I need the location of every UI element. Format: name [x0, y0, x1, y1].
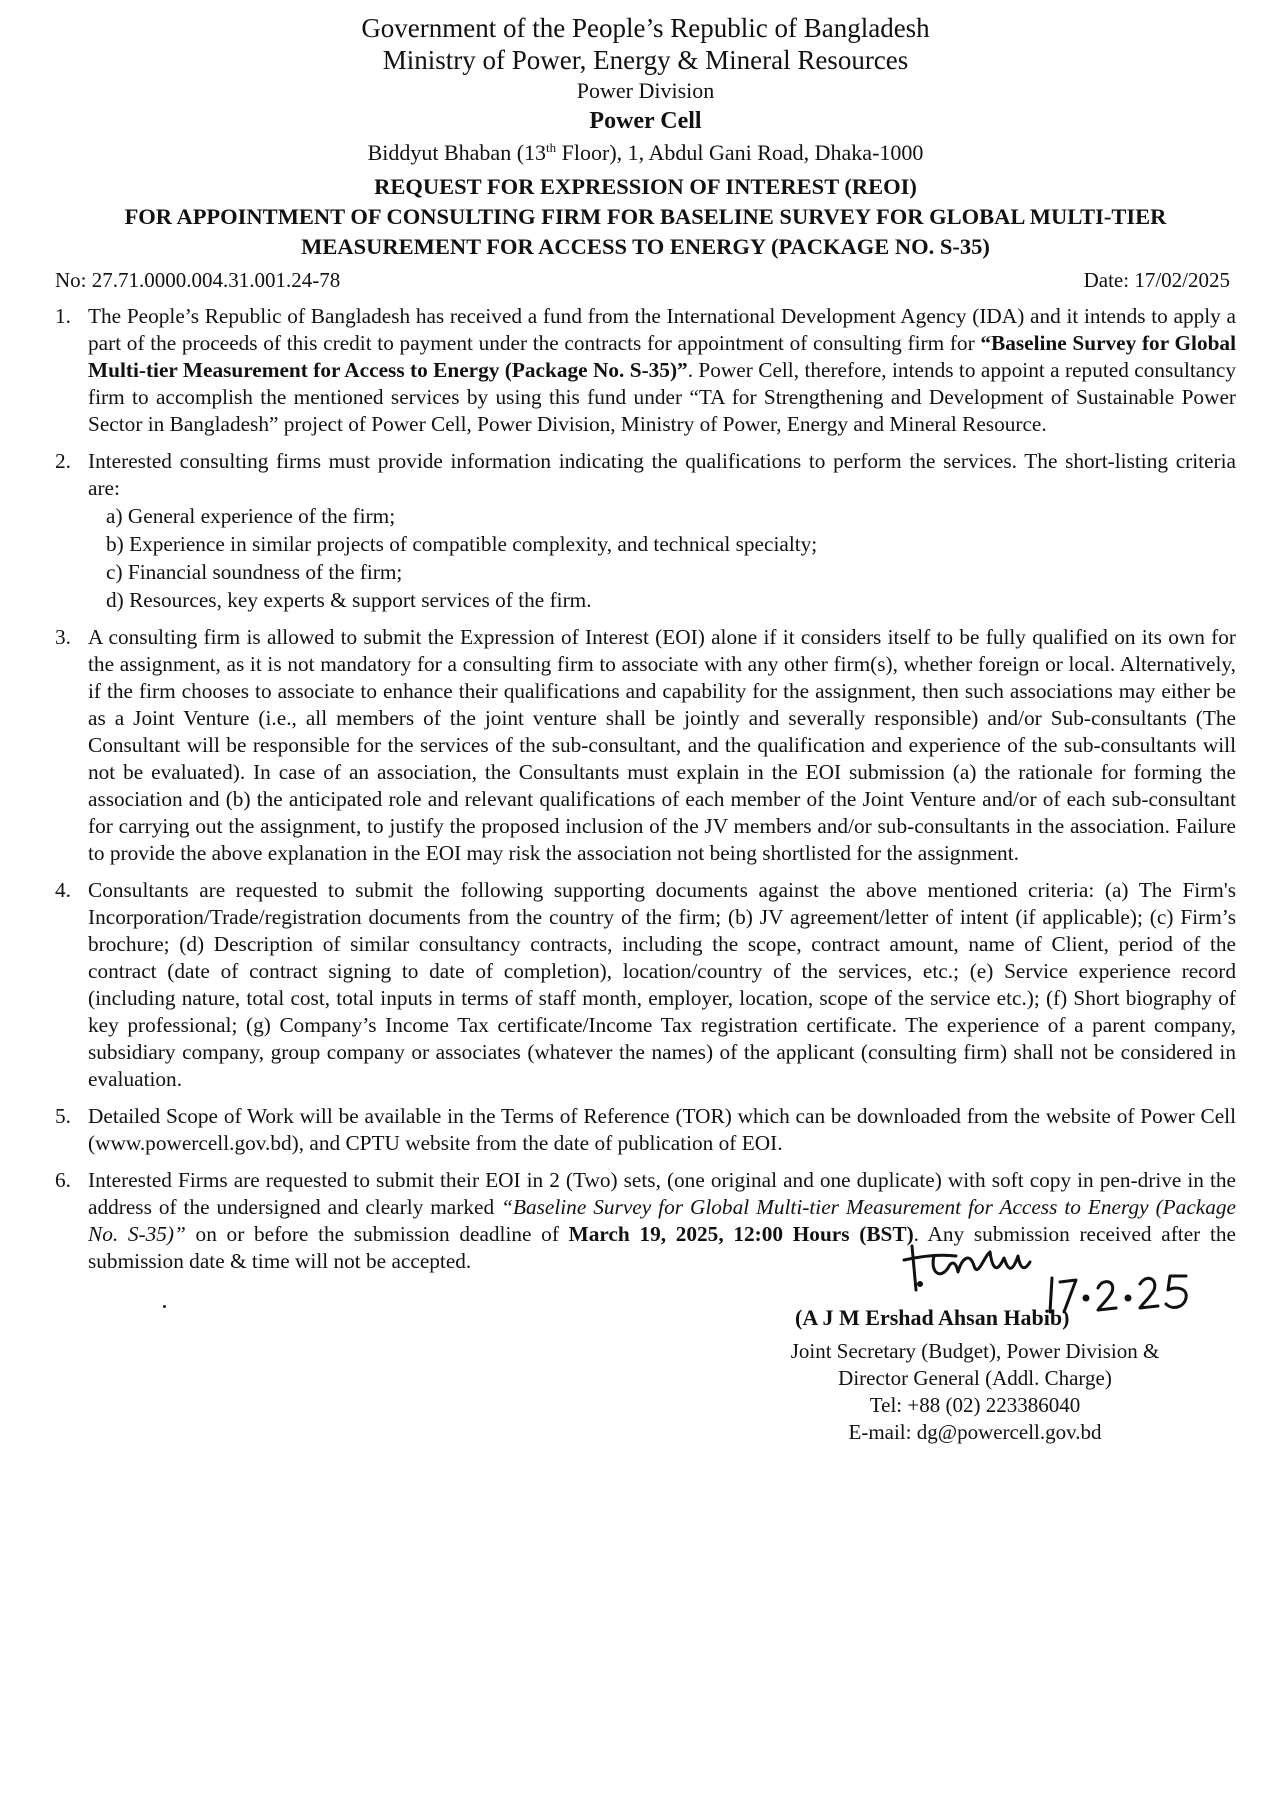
criteria-item: a) General experience of the firm; [106, 504, 396, 528]
clause-text: A consulting firm is allowed to submit the Expression of Interest (EOI) alone if it considers itself to be fully qualified on its own for the assignment, as it is not mandatory for a consulting firm to associate with any other firm(s), whether foreign or local. Alternatively, if the firm chooses to associate to enhance their qualifications and capability for the assignment, then such associations may either be as a Joint Venture (i.e., all members of the joint venture shall be jointly and severally responsible) and/or Sub-consultants (The Consultant will be responsible for the services of the sub-consultant, and the qualification and experience of the sub-consultants will not be evaluated). In case of an association, the Consultants must explain in the EOI submission (a) the rationale for forming the association and (b) the anticipated role and relevant qualifications of each member of the Joint Venture and/or of each sub-consultant for carrying out the assignment, to justify the proposed inclusion of the JV members and/or sub-consultants in the association. Failure to provide the above explanation in the EOI may risk the association not being shortlisted for the assignment. [88, 625, 1236, 865]
clause-text: Interested Firms are requested to submit their EOI in 2 (Two) sets, (one original and one duplicate) with soft copy in pen-drive in the address of the undersigned and clearly marked [88, 1168, 1236, 1219]
notice-clauses [55, 303, 1236, 1275]
signatory-email: E-mail: dg@powercell.gov.bd [848, 1420, 1102, 1444]
clause-text-cont: . Power Cell, therefore, intends to appoint a reputed consultancy firm to accomplish the mentioned services by using this fund under “TA for Strengthening and Development of Sustainable Power Sector in Bangladesh” project of Power Cell, Power Division, Ministry of Power, Energy and Mineral Resource. [88, 358, 1236, 436]
signatory-phone: Tel: +88 (02) 223386040 [869, 1393, 1081, 1417]
clause-number: 5. [55, 1104, 71, 1128]
package-name-italic: “Baseline Survey for Global Multi-tier Measurement for Access to Energy (Package No. S-35)” [88, 1195, 1236, 1246]
office-name: Power Cell [589, 108, 702, 134]
address-part-1: Biddyut Bhaban (13 [367, 140, 547, 165]
date-dot [1084, 1296, 1088, 1300]
signatory-designation: Joint Secretary (Budget), Power Division & [790, 1339, 1160, 1363]
clause-number: 1. [55, 304, 71, 328]
signature-dot [919, 1283, 922, 1286]
memo-date: Date: 17/02/2025 [1083, 268, 1230, 292]
signature-stroke [912, 1246, 916, 1290]
package-name: “Baseline Survey for Global Multi-tier Measurement for Access to Energy (Package No. S-35)” [88, 331, 1236, 382]
letterhead [55, 12, 1236, 170]
criteria-item: b) Experience in similar projects of compatible complexity, and technical specialty; [106, 532, 818, 556]
signatory-name: (A J M Ershad Ahsan Habib) [795, 1305, 1070, 1330]
clause-5 [55, 1103, 1236, 1157]
title-line-1: REQUEST FOR EXPRESSION OF INTEREST (REOI) [374, 174, 917, 199]
signatory-details [740, 1338, 1210, 1446]
ministry-name: Ministry of Power, Energy & Mineral Resources [382, 45, 909, 75]
govt-name: Government of the People’s Republic of Bangladesh [361, 13, 930, 43]
criteria-list [88, 502, 1236, 614]
signatory-designation-2: Director General (Addl. Charge) [838, 1366, 1112, 1390]
address-superscript: th [546, 140, 557, 155]
criteria-item: d) Resources, key experts & support services of the firm. [106, 588, 592, 612]
title-line-2: FOR APPOINTMENT OF CONSULTING FIRM FOR BASELINE SURVEY FOR GLOBAL MULTI-TIER [124, 204, 1167, 229]
title-line-3: MEASUREMENT FOR ACCESS TO ENERGY (PACKAGE NO. S-35) [301, 234, 990, 259]
clause-number: 6. [55, 1168, 71, 1192]
date-dot [1126, 1296, 1130, 1300]
reference-row [55, 265, 1236, 295]
clause-text: Consultants are requested to submit the following supporting documents against the above mentioned criteria: (a) The Firm's Incorporation/Trade/registration documents from the country of the firm; (b) JV agreement/letter of intent (if applicable); (c) Firm’s brochure; (d) Description of similar consultancy contracts, including the scope, contract amount, name of Client, period of the contract (date of contract signing to date of completion), location/country of the services, etc.; (e) Service experience record (including nature, total cost, total inputs in terms of staff month, employer, location, scope of the service etc.); (f) Short biography of key professional; (g) Company’s Income Tax certificate/Income Tax registration certificate. The experience of a parent company, subsidiary company, group company or associates (whatever the names) of the applicant (consulting firm) shall not be considered in evaluation. [88, 878, 1236, 1091]
office-address [55, 136, 1236, 170]
address-part-2: Floor), 1, Abdul Gani Road, Dhaka-1000 [556, 140, 924, 165]
clause-number: 2. [55, 449, 71, 473]
clause-text: Interested consulting firms must provide information indicating the qualifications to perform the services. The short-listing criteria are: [88, 449, 1236, 500]
clause-3 [55, 624, 1236, 867]
submission-deadline: March 19, 2025, 12:00 Hours (BST) [568, 1222, 914, 1246]
notice-title [55, 172, 1236, 262]
clause-text: The People’s Republic of Bangladesh has received a fund from the International Development Agency (IDA) and it intends to apply a part of the proceeds of this credit to payment under the contracts for appointment of consulting firm for [88, 304, 1236, 355]
clause-text-end: . Any submission received after the submission date & time will not be accepted. [88, 1222, 1236, 1273]
division-name: Power Division [576, 78, 715, 103]
memo-number: No: 27.71.0000.004.31.001.24-78 [55, 268, 341, 292]
clause-number: 4. [55, 878, 71, 902]
clause-text-cont: on or before the submission deadline of [185, 1222, 569, 1246]
clause-4 [55, 877, 1236, 1093]
criteria-item: c) Financial soundness of the firm; [106, 560, 403, 584]
scan-speck [163, 1305, 166, 1308]
clause-1 [55, 303, 1236, 438]
date-digit-2 [1098, 1282, 1116, 1310]
date-digit-2 [1140, 1278, 1158, 1308]
clause-2 [55, 448, 1236, 614]
clause-text: Detailed Scope of Work will be available in the Terms of Reference (TOR) which can be downloaded from the website of Power Cell (www.powercell.gov.bd), and CPTU website from the date of publication of EOI. [88, 1104, 1236, 1155]
signature-block [700, 1232, 1260, 1444]
date-digit-5 [1166, 1276, 1186, 1307]
clause-number: 3. [55, 625, 71, 649]
